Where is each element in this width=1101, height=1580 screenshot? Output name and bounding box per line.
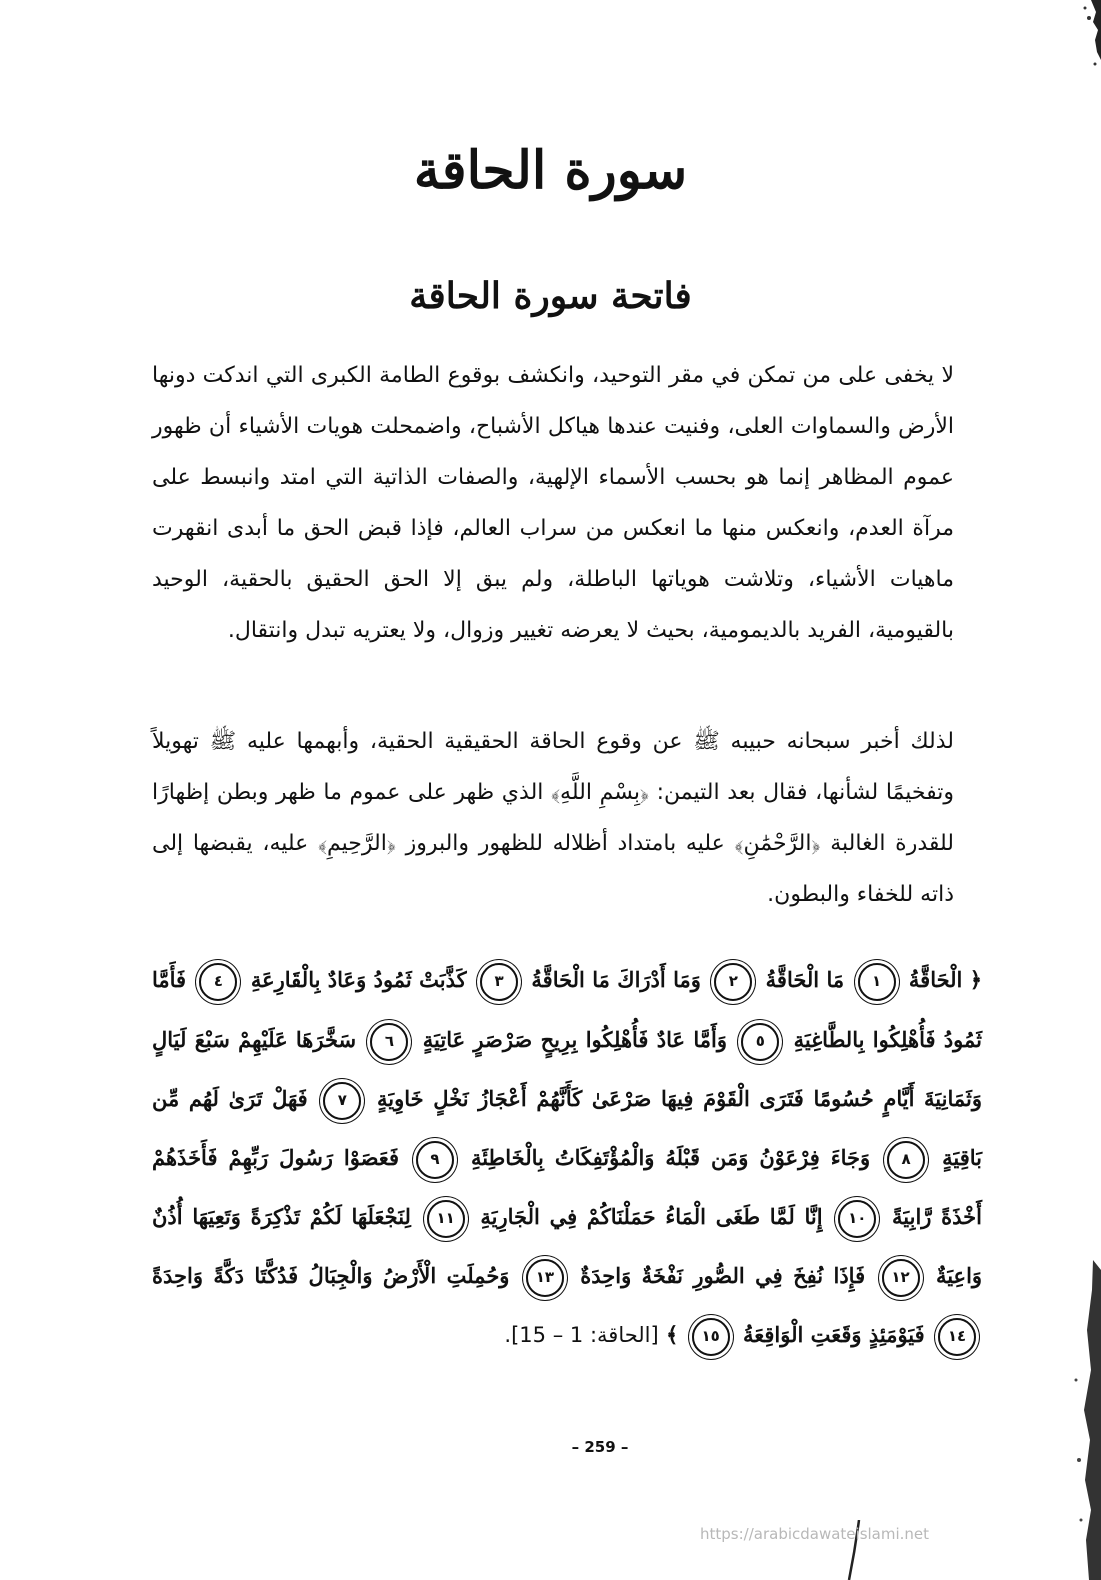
verse-open-bracket: ﴿ (969, 968, 983, 992)
verse-number-marker: ١٠ (838, 1200, 876, 1238)
verse-text: وَجَاءَ فِرْعَوْنُ وَمَن قَبْلَهُ وَالْمُؤْتَفِكَاتُ بِالْخَاطِئَةِ (470, 1145, 871, 1170)
watermark-url: https://arabicdawateislami.net (700, 1525, 930, 1543)
verse-number-marker: ٨ (887, 1141, 925, 1179)
scan-noise-bottom-right (1031, 1260, 1101, 1580)
commentary-paragraph (152, 716, 954, 920)
verse-text: لِنَجْعَلَهَا لَكُمْ تَذْكِرَةً وَتَعِيَهَا أُذُنٌ وَاعِيَةٌ (152, 1204, 983, 1288)
verse-reference: [الحاقة: 1 – 15]. (504, 1323, 659, 1347)
verse-number-marker: ٦ (370, 1023, 408, 1061)
verse-text: فَإِذَا نُفِخَ فِي الصُّورِ نَفْخَةٌ وَاحِدَةٌ (580, 1263, 866, 1288)
verse-text: سَخَّرَهَا عَلَيْهِمْ سَبْعَ لَيَالٍ وَثَمَانِيَةَ أَيَّامٍ حُسُومًا فَتَرَى الْقَوْمَ فِيهَا صَرْعَىٰ كَأَنَّهُمْ أَعْجَازُ نَخْلٍ خَاوِيَةٍ (152, 1027, 983, 1111)
verse-text: كَذَّبَتْ ثَمُودُ وَعَادٌ بِالْقَارِعَةِ (250, 967, 467, 992)
verse-text: فَيَوْمَئِذٍ وَقَعَتِ الْوَاقِعَةُ (742, 1322, 925, 1347)
verse-number-marker: ٩ (416, 1141, 454, 1179)
verse-number-marker: ٤ (199, 963, 237, 1001)
verse-number-marker: ١٥ (692, 1318, 730, 1356)
verse-text: فَعَصَوْا رَسُولَ رَبِّهِمْ فَأَخَذَهُمْ أَخْذَةً رَّابِيَةً (152, 1145, 983, 1229)
verse-number-marker: ٣ (480, 963, 518, 1001)
verse-number-marker: ٢ (714, 963, 752, 1001)
verse-number-marker: ١٣ (526, 1259, 564, 1297)
verse-text: إِنَّا لَمَّا طَغَى الْمَاءُ حَمَلْنَاكُمْ فِي الْجَارِيَةِ (480, 1204, 823, 1229)
verse-close-bracket: ﴾ (666, 1323, 679, 1347)
verse-text: وَمَا أَدْرَاكَ مَا الْحَاقَّةُ (531, 967, 701, 992)
verse-text: وَحُمِلَتِ الْأَرْضُ وَالْجِبَالُ فَدُكَّتَا دَكَّةً وَاحِدَةً (152, 1263, 510, 1288)
verse-number-marker: ٥ (741, 1023, 779, 1061)
verse-number-marker: ١٤ (938, 1318, 976, 1356)
verse-text: فَهَلْ تَرَىٰ لَهُم مِّن بَاقِيَةٍ (152, 1086, 982, 1170)
intro-paragraph-text: لا يخفى على من تمكن في مقر التوحيد، وانكشف بوقوع الطامة الكبرى التي اندكت دونها الأرض والسماوات العلى، وفنيت عندها هياكل الأشباح، واضمحلت هويات الأشياء أن ظهور عموم المظاهر إنما هو بحسب الأسماء الإلهية، والصفات الذاتية التي امتد وانبسط على مرآة العدم، وانعكس منها ما انعكس من سراب العالم، فإذا قبض الحق ما أبدى انقهرت ماهيات الأشياء، وتلاشت هوياتها الباطلة، ولم يبق إلا الحق الحقيق بالحقية، الوحيد بالقيومية، الفريد بالديمومية، بحيث لا يعرضه تغيير وزوال، ولا يعتريه تبدل وانتقال. (152, 363, 954, 643)
intro-paragraph (152, 350, 954, 656)
verse-number-marker: ١٢ (882, 1259, 920, 1297)
section-title: فاتحة سورة الحاقة (409, 274, 692, 317)
verse-text: وَأَمَّا عَادٌ فَأُهْلِكُوا بِرِيحٍ صَرْصَرٍ عَاتِيَةٍ (422, 1027, 727, 1052)
verse-number-marker: ١١ (427, 1200, 465, 1238)
surah-title: سورة الحاقة (413, 139, 688, 201)
page-number: – 259 – (571, 1438, 629, 1456)
verse-number-marker: ١ (858, 963, 896, 1001)
verse-text: فَأَمَّا ثَمُودُ فَأُهْلِكُوا بِالطَّاغِيَةِ (152, 967, 983, 1052)
verse-text: الْحَاقَّةُ (908, 967, 963, 992)
verse-list (152, 967, 982, 1347)
verse-number-marker: ٧ (323, 1082, 361, 1120)
verse-text: مَا الْحَاقَّةُ (765, 967, 845, 992)
quran-verses-block (152, 950, 982, 1365)
commentary-paragraph-text: لذلك أخبر سبحانه حبيبه ﷺ عن وقوع الحاقة الحقيقية الحقية، وأبهمها عليه ﷺ تهويلاً وتفخيمًا لشأنها، فقال بعد التيمن: ﴿بِسْمِ اللَّهِ﴾ الذي ظهر على عموم ما ظهر وبطن إظهارًا للقدرة الغالبة ﴿الرَّحْمَٰنِ﴾ عليه بامتداد أظلاله للظهور والبروز ﴿الرَّحِيمِ﴾ عليه، يقبضها إلى ذاته للخفاء والبطون. (152, 729, 954, 907)
scan-noise-top-right (1051, 0, 1101, 70)
